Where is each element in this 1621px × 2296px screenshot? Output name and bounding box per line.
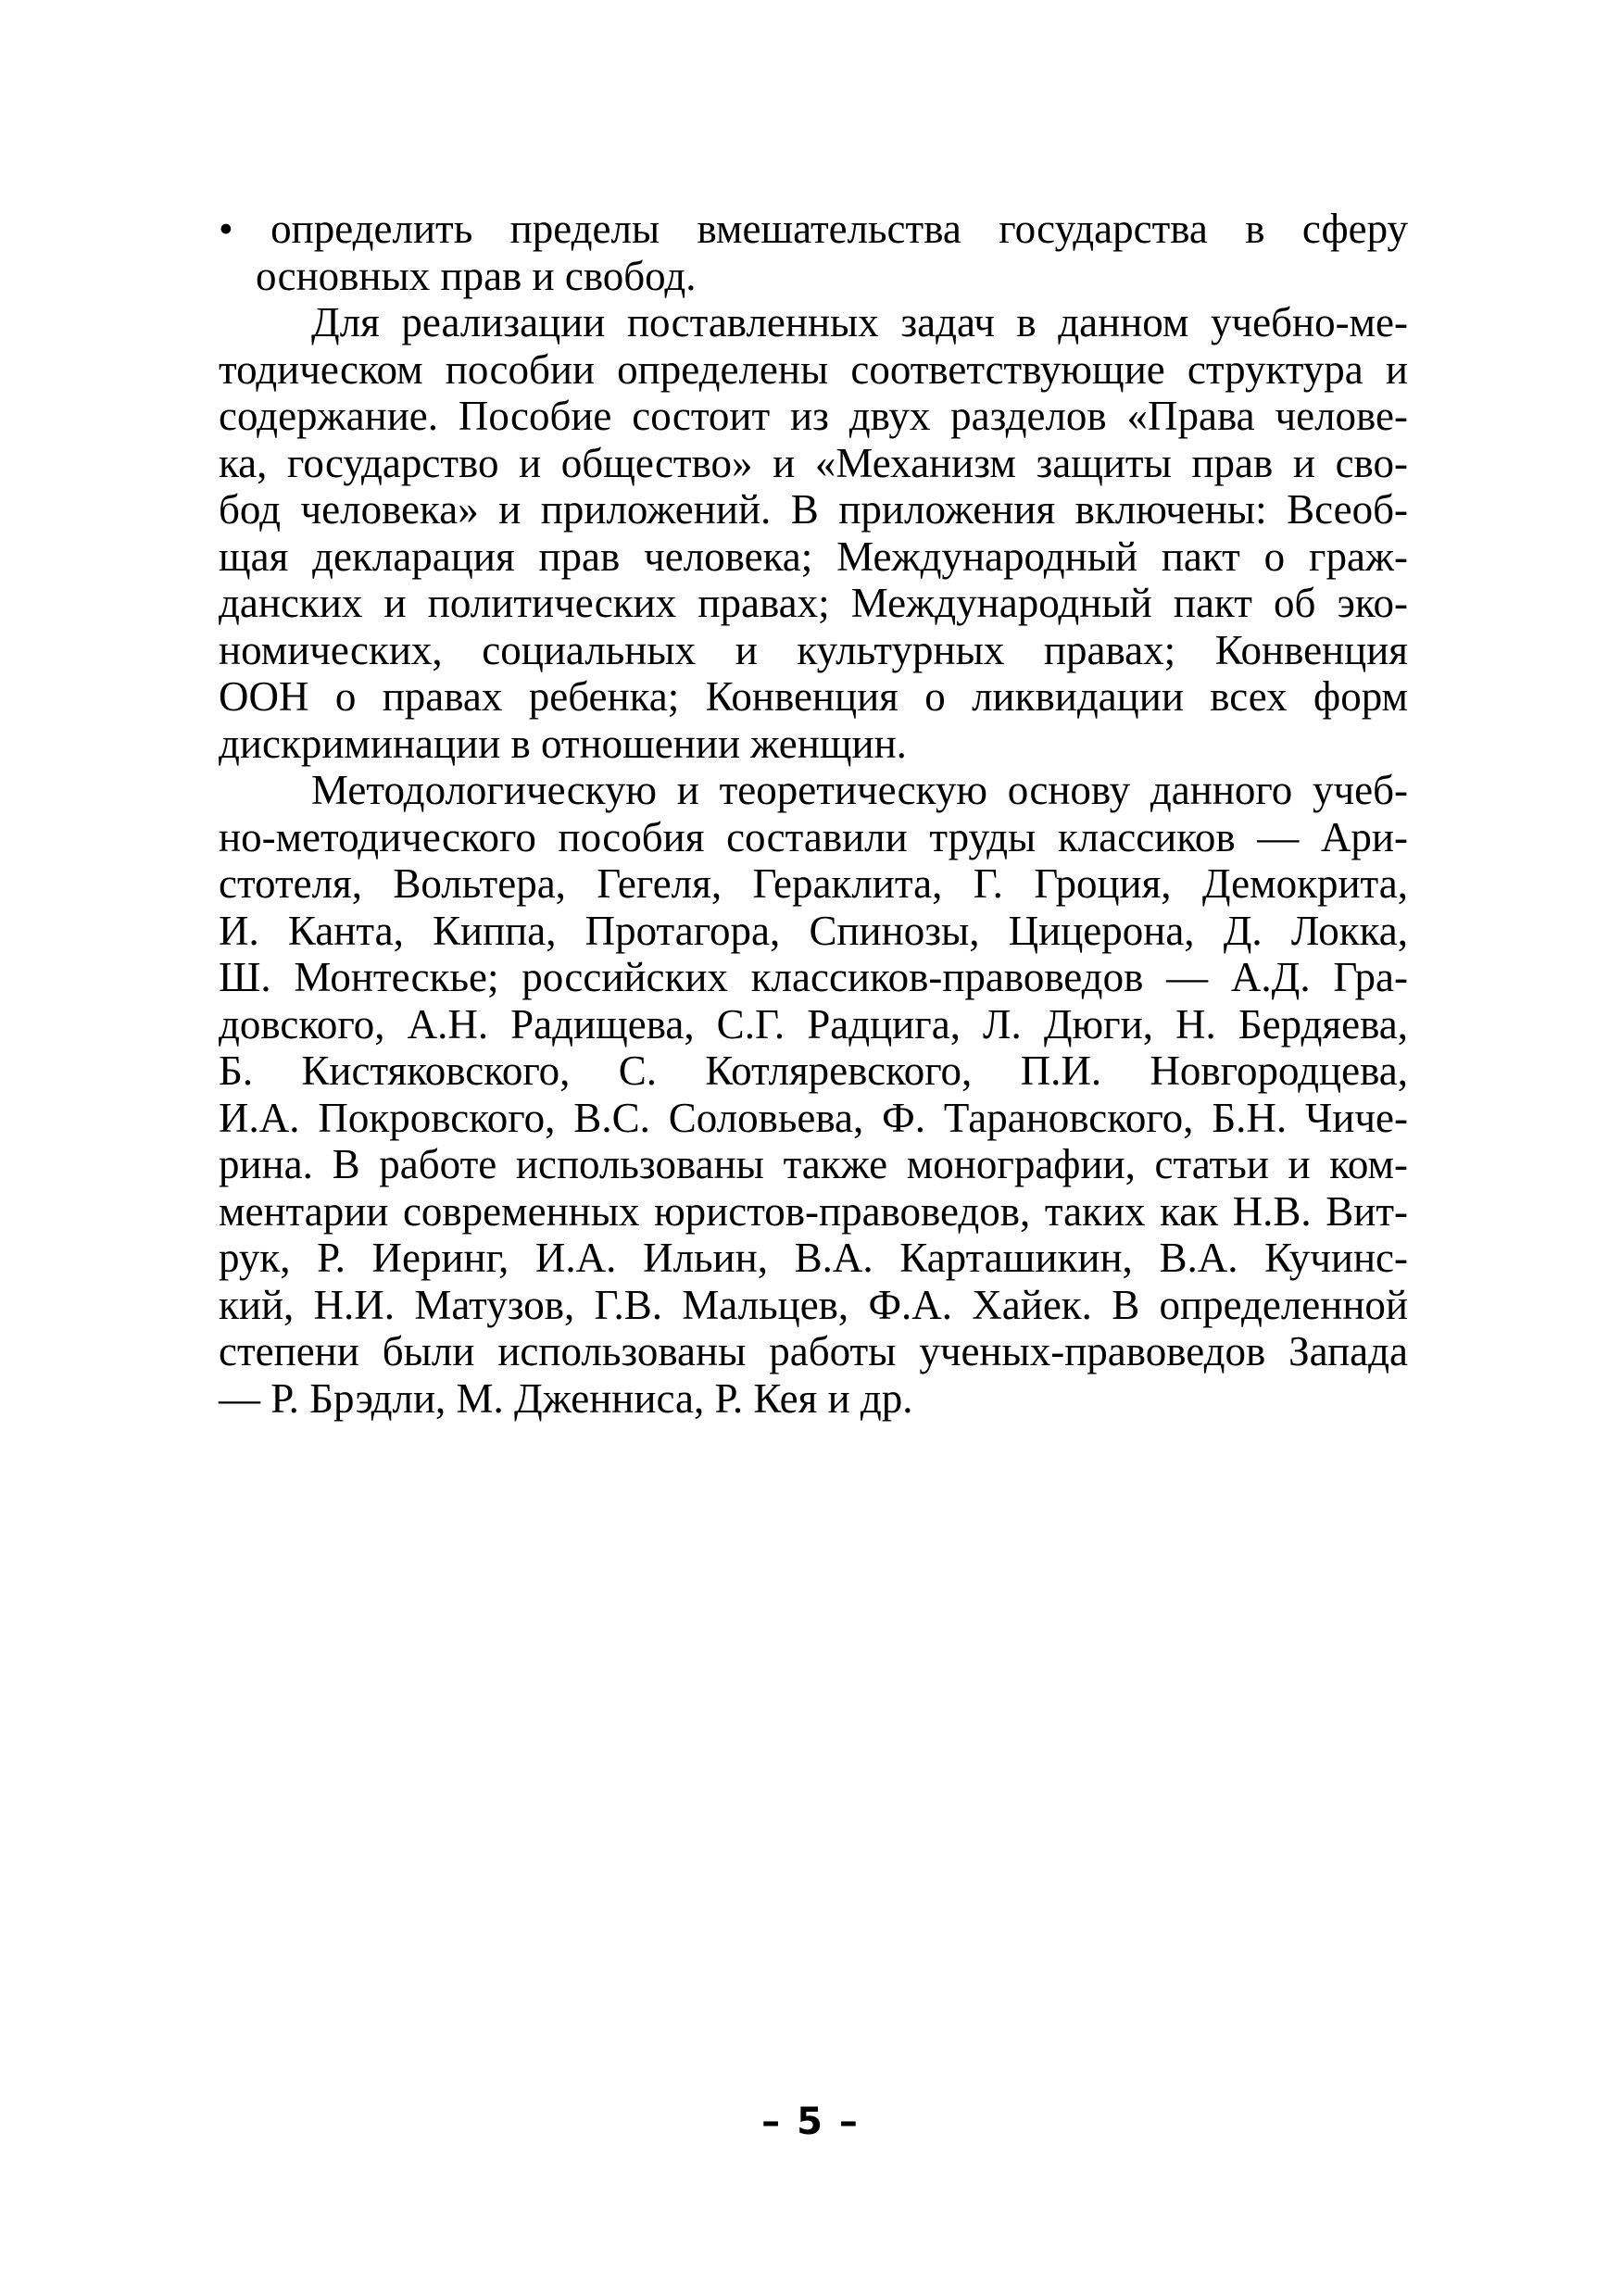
text-line: содержание. Пособие состоит из двух разделов «Права челове- bbox=[219, 393, 1408, 439]
bullet-item bbox=[219, 206, 1408, 299]
text-line: щая декларация прав человека; Международный пакт о граж- bbox=[219, 533, 1408, 580]
text-line: Ш. Монтескье; российских классиков-правоведов — А.Д. Гра- bbox=[219, 954, 1408, 1000]
paragraph-methodology bbox=[219, 767, 1408, 1422]
text-line: бод человека» и приложений. В приложения включены: Всеоб- bbox=[219, 486, 1408, 533]
text-line: но-методического пособия составили труды классиков — Ари- bbox=[219, 813, 1408, 860]
text-line: И. Канта, Киппа, Протагора, Спинозы, Цицерона, Д. Локка, bbox=[219, 907, 1408, 954]
page-number: – 5 – bbox=[761, 2101, 860, 2143]
text-line: ООН о правах ребенка; Конвенция о ликвидации всех форм bbox=[219, 673, 1408, 720]
text-line: И.А. Покровского, В.С. Соловьева, Ф. Тарановского, Б.Н. Чиче- bbox=[219, 1094, 1408, 1141]
text-line: рук, Р. Иеринг, И.А. Ильин, В.А. Карташикин, В.А. Кучинс- bbox=[219, 1235, 1408, 1281]
text-line: стотеля, Вольтера, Гегеля, Гераклита, Г. Гроция, Демокрита, bbox=[219, 860, 1408, 907]
text-line: довского, А.Н. Радищева, С.Г. Радцига, Л. Дюги, Н. Бердяева, bbox=[219, 1000, 1408, 1048]
text-line: • определить пределы вмешательства государства в сферу bbox=[219, 206, 1408, 252]
body-text bbox=[219, 206, 1408, 1422]
text-line: Б. Кистяковского, С. Котляревского, П.И. Новгородцева, bbox=[219, 1048, 1408, 1094]
text-line: кий, Н.И. Матузов, Г.В. Мальцев, Ф.А. Хайек. В определенной bbox=[219, 1281, 1408, 1328]
text-line: ка, государство и общество» и «Механизм защиты прав и сво- bbox=[219, 439, 1408, 486]
text-line: дискриминации в отношении женщин. bbox=[219, 720, 907, 767]
text-line: — Р. Брэдли, М. Дженниса, Р. Кея и др. bbox=[219, 1374, 913, 1422]
paragraph-structure bbox=[219, 299, 1408, 767]
text-line: степени были использованы работы ученых-правоведов Запада bbox=[219, 1328, 1408, 1374]
text-line: Методологическую и теоретическую основу данного учеб- bbox=[311, 767, 1408, 813]
text-line: рина. В работе использованы также монографии, статьи и ком- bbox=[219, 1141, 1408, 1187]
text-line: Для реализации поставленных задач в данном учебно-ме- bbox=[311, 299, 1408, 345]
text-line: основных прав и свобод. bbox=[256, 252, 697, 299]
text-line: ментарии современных юристов-правоведов, таких как Н.В. Вит- bbox=[219, 1187, 1408, 1235]
text-line: данских и политических правах; Международный пакт об эко- bbox=[219, 580, 1408, 626]
text-line: тодическом пособии определены соответствующие структура и bbox=[219, 345, 1408, 393]
text-line: номических, социальных и культурных правах; Конвенция bbox=[219, 626, 1408, 673]
